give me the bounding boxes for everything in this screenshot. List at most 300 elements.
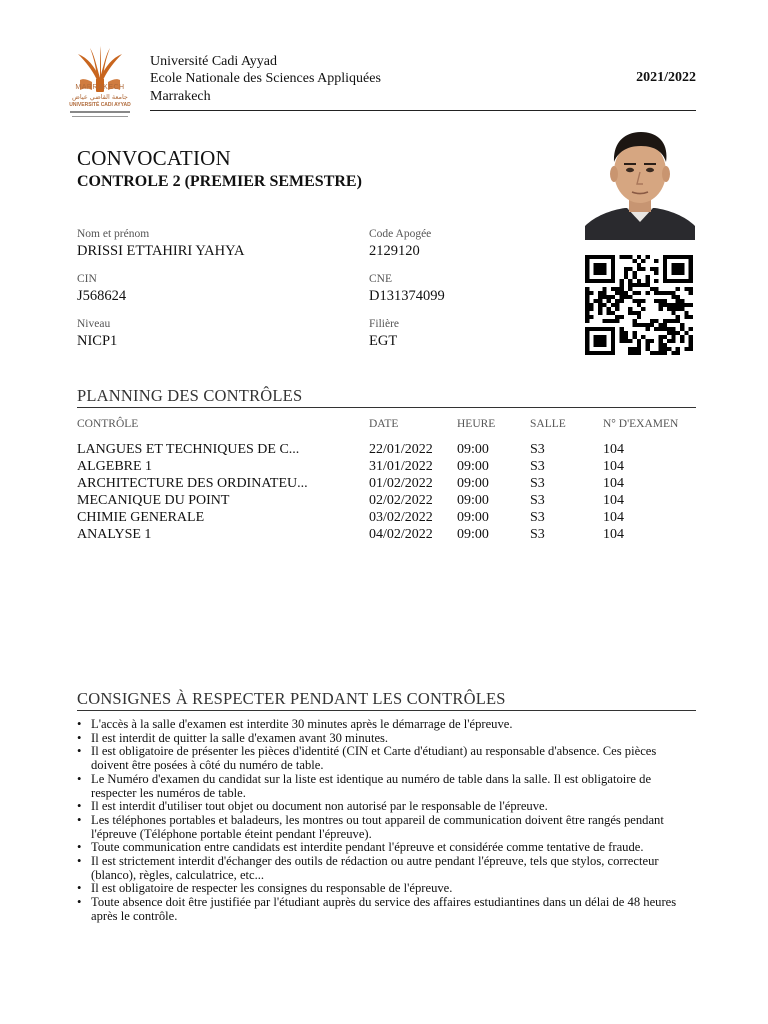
qr-module bbox=[663, 335, 667, 339]
qr-module bbox=[615, 315, 619, 319]
cell-heure: 09:00 bbox=[457, 510, 489, 525]
cell-salle: S3 bbox=[530, 493, 545, 508]
qr-module bbox=[684, 347, 688, 351]
qr-module bbox=[637, 351, 641, 355]
qr-module bbox=[680, 263, 684, 267]
table-row bbox=[0, 492, 768, 509]
qr-module bbox=[620, 331, 624, 335]
consigne-text: Il est strictement interdit d'échanger des outils de rédaction ou autre pendant l'épreuve, tels que stylos, correcteur (blanco), règles, calculatrice, etc... bbox=[91, 854, 659, 882]
qr-module bbox=[671, 267, 675, 271]
qr-module bbox=[620, 339, 624, 343]
planning-divider bbox=[77, 407, 696, 408]
qr-module bbox=[598, 327, 602, 331]
qr-module bbox=[594, 267, 598, 271]
qr-module bbox=[598, 311, 602, 315]
qr-module bbox=[602, 339, 606, 343]
header-divider bbox=[150, 110, 696, 111]
qr-module bbox=[641, 259, 645, 263]
col-header-date: DATE bbox=[369, 418, 399, 430]
qr-module bbox=[641, 335, 645, 339]
cell-controle: ANALYSE 1 bbox=[77, 527, 152, 542]
qr-module bbox=[602, 255, 606, 259]
qr-module bbox=[676, 351, 680, 355]
list-item bbox=[77, 800, 697, 814]
qr-module bbox=[654, 299, 658, 303]
cell-controle: LANGUES ET TECHNIQUES DE C... bbox=[77, 442, 300, 457]
qr-module bbox=[663, 267, 667, 271]
qr-module bbox=[650, 339, 654, 343]
qr-module bbox=[585, 275, 589, 279]
list-item bbox=[77, 745, 697, 772]
qr-module bbox=[650, 287, 654, 291]
qr-module bbox=[658, 335, 662, 339]
qr-module bbox=[594, 255, 598, 259]
qr-module bbox=[607, 307, 611, 311]
apogee-label: Code Apogée bbox=[369, 228, 432, 240]
qr-module bbox=[602, 263, 606, 267]
qr-module bbox=[628, 307, 632, 311]
qr-module bbox=[663, 323, 667, 327]
qr-module bbox=[611, 287, 615, 291]
qr-module bbox=[602, 319, 606, 323]
qr-module bbox=[663, 263, 667, 267]
qr-module bbox=[654, 259, 658, 263]
qr-module bbox=[598, 295, 602, 299]
qr-module bbox=[585, 331, 589, 335]
bullet-icon: • bbox=[77, 812, 82, 827]
qr-module bbox=[624, 275, 628, 279]
qr-module bbox=[671, 279, 675, 283]
cne-value: D131374099 bbox=[369, 288, 445, 304]
qr-module bbox=[689, 263, 693, 267]
qr-module bbox=[602, 327, 606, 331]
qr-module bbox=[620, 335, 624, 339]
qr-module bbox=[628, 287, 632, 291]
cell-heure: 09:00 bbox=[457, 442, 489, 457]
qr-module bbox=[585, 295, 589, 299]
qr-module bbox=[585, 263, 589, 267]
qr-module bbox=[611, 327, 615, 331]
qr-module bbox=[598, 335, 602, 339]
qr-module bbox=[624, 267, 628, 271]
qr-module bbox=[676, 347, 680, 351]
consigne-text: Il est interdit d'utiliser tout objet ou document non autorisé par le responsable de l'épreuve. bbox=[91, 799, 548, 814]
qr-module bbox=[684, 331, 688, 335]
qr-module bbox=[628, 255, 632, 259]
list-item bbox=[77, 855, 697, 882]
qr-module bbox=[589, 315, 593, 319]
qr-module bbox=[663, 299, 667, 303]
qr-module bbox=[658, 339, 662, 343]
qr-module bbox=[671, 351, 675, 355]
qr-module bbox=[680, 323, 684, 327]
consigne-text: Les téléphones portables et baladeurs, les montres ou tout appareil de communication doivent être rangés pendant l'épreuve (Téléphone portable éteint pendant l'épreuve). bbox=[91, 812, 664, 841]
qr-module bbox=[589, 255, 593, 259]
bullet-icon: • bbox=[77, 744, 82, 759]
qr-module bbox=[663, 291, 667, 295]
academic-year: 2021/2022 bbox=[636, 70, 696, 85]
bullet-icon: • bbox=[77, 730, 82, 745]
qr-module bbox=[628, 267, 632, 271]
table-row bbox=[0, 441, 768, 458]
qr-module bbox=[689, 339, 693, 343]
qr-module bbox=[633, 291, 637, 295]
cell-heure: 09:00 bbox=[457, 493, 489, 508]
qr-module bbox=[671, 263, 675, 267]
qr-module bbox=[624, 295, 628, 299]
consigne-text: Toute communication entre candidats est interdite pendant l'épreuve et considérée comme tentative de fraude. bbox=[91, 840, 644, 855]
qr-module bbox=[620, 287, 624, 291]
planning-title: PLANNING DES CONTRÔLES bbox=[77, 386, 303, 405]
qr-module bbox=[680, 267, 684, 271]
qr-module bbox=[602, 291, 606, 295]
qr-module bbox=[689, 275, 693, 279]
cell-heure: 09:00 bbox=[457, 527, 489, 542]
qr-module bbox=[684, 315, 688, 319]
qr-module bbox=[689, 255, 693, 259]
qr-module bbox=[645, 255, 649, 259]
qr-module bbox=[602, 351, 606, 355]
qr-module bbox=[645, 347, 649, 351]
qr-module bbox=[620, 299, 624, 303]
school-name: Ecole Nationale des Sciences Appliquées bbox=[150, 71, 381, 86]
qr-module bbox=[676, 307, 680, 311]
qr-module bbox=[650, 267, 654, 271]
qr-module bbox=[676, 319, 680, 323]
qr-module bbox=[620, 279, 624, 283]
qr-module bbox=[585, 299, 589, 303]
bullet-icon: • bbox=[77, 799, 82, 814]
qr-module bbox=[607, 295, 611, 299]
cell-exam-number: 104 bbox=[603, 527, 624, 542]
qr-module bbox=[624, 255, 628, 259]
qr-module bbox=[611, 319, 615, 323]
col-header-heure: HEURE bbox=[457, 418, 496, 430]
qr-module bbox=[611, 351, 615, 355]
list-item bbox=[77, 841, 697, 855]
consignes-list bbox=[77, 718, 697, 924]
qr-module bbox=[615, 307, 619, 311]
qr-module bbox=[689, 303, 693, 307]
qr-module bbox=[637, 347, 641, 351]
qr-module bbox=[585, 327, 589, 331]
qr-module bbox=[585, 287, 589, 291]
qr-module bbox=[637, 291, 641, 295]
qr-module bbox=[680, 255, 684, 259]
cell-date: 02/02/2022 bbox=[369, 493, 433, 508]
qr-module bbox=[658, 351, 662, 355]
cell-date: 03/02/2022 bbox=[369, 510, 433, 525]
qr-module bbox=[594, 351, 598, 355]
qr-module bbox=[602, 335, 606, 339]
qr-module bbox=[658, 327, 662, 331]
qr-module bbox=[667, 327, 671, 331]
consigne-text: Toute absence doit être justifiée par l'étudiant auprès du service des affaires estudiantines dans un délai de 48 heures après le contrôle. bbox=[91, 895, 677, 923]
bullet-icon: • bbox=[77, 771, 82, 786]
qr-module bbox=[633, 275, 637, 279]
qr-module bbox=[585, 319, 589, 323]
qr-module bbox=[663, 271, 667, 275]
bullet-icon: • bbox=[77, 895, 82, 910]
qr-module bbox=[598, 267, 602, 271]
qr-module bbox=[602, 271, 606, 275]
qr-module bbox=[585, 271, 589, 275]
list-item bbox=[77, 732, 697, 746]
qr-module bbox=[633, 271, 637, 275]
qr-module bbox=[602, 267, 606, 271]
qr-module bbox=[680, 279, 684, 283]
cell-heure: 09:00 bbox=[457, 476, 489, 491]
qr-module bbox=[676, 299, 680, 303]
level-value: NICP1 bbox=[77, 333, 118, 349]
cell-date: 31/01/2022 bbox=[369, 459, 433, 474]
qr-module bbox=[637, 279, 641, 283]
qr-module bbox=[637, 263, 641, 267]
qr-module bbox=[671, 331, 675, 335]
qr-module bbox=[585, 351, 589, 355]
qr-module bbox=[637, 303, 641, 307]
student-photo bbox=[585, 122, 695, 240]
apogee-value: 2129120 bbox=[369, 243, 420, 259]
qr-module bbox=[671, 311, 675, 315]
qr-module bbox=[689, 347, 693, 351]
qr-module bbox=[594, 335, 598, 339]
qr-module bbox=[602, 279, 606, 283]
qr-module bbox=[684, 303, 688, 307]
qr-module bbox=[637, 343, 641, 347]
cell-date: 01/02/2022 bbox=[369, 476, 433, 491]
qr-module bbox=[607, 279, 611, 283]
cell-exam-number: 104 bbox=[603, 510, 624, 525]
qr-module bbox=[611, 263, 615, 267]
col-header-salle: SALLE bbox=[530, 418, 566, 430]
qr-module bbox=[607, 311, 611, 315]
qr-module bbox=[611, 331, 615, 335]
qr-module bbox=[589, 291, 593, 295]
list-item bbox=[77, 896, 697, 923]
qr-module bbox=[667, 331, 671, 335]
qr-module bbox=[611, 303, 615, 307]
qr-module bbox=[658, 343, 662, 347]
qr-module bbox=[680, 307, 684, 311]
consigne-text: Il est obligatoire de respecter les consignes du responsable de l'épreuve. bbox=[91, 881, 453, 896]
qr-module bbox=[671, 339, 675, 343]
qr-module bbox=[615, 299, 619, 303]
qr-module bbox=[671, 319, 675, 323]
qr-module bbox=[598, 279, 602, 283]
qr-module bbox=[667, 347, 671, 351]
consigne-text: Il est interdit de quitter la salle d'examen avant 30 minutes. bbox=[91, 730, 389, 745]
qr-module bbox=[594, 279, 598, 283]
qr-module bbox=[676, 279, 680, 283]
qr-module bbox=[611, 347, 615, 351]
field-label: Filière bbox=[369, 318, 400, 330]
qr-module bbox=[611, 255, 615, 259]
qr-module bbox=[633, 351, 637, 355]
qr-module bbox=[633, 299, 637, 303]
qr-module bbox=[641, 299, 645, 303]
col-header-exam-number: N° D'EXAMEN bbox=[603, 418, 679, 430]
qr-module bbox=[654, 271, 658, 275]
qr-module bbox=[663, 279, 667, 283]
qr-module bbox=[680, 327, 684, 331]
qr-module bbox=[658, 307, 662, 311]
qr-module bbox=[637, 255, 641, 259]
qr-module bbox=[594, 263, 598, 267]
bullet-icon: • bbox=[77, 717, 82, 731]
qr-module bbox=[671, 335, 675, 339]
qr-module bbox=[598, 351, 602, 355]
qr-module bbox=[671, 255, 675, 259]
cin-value: J568624 bbox=[77, 288, 127, 304]
qr-module bbox=[598, 299, 602, 303]
table-row bbox=[0, 509, 768, 526]
qr-module bbox=[654, 287, 658, 291]
qr-module bbox=[667, 303, 671, 307]
qr-module bbox=[645, 291, 649, 295]
cell-date: 22/01/2022 bbox=[369, 442, 433, 457]
cell-exam-number: 104 bbox=[603, 476, 624, 491]
qr-module bbox=[684, 311, 688, 315]
qr-module bbox=[589, 307, 593, 311]
consigne-text: Le Numéro d'examen du candidat sur la liste est identique au numéro de table dans la salle. Il est obligatoire de respecter les numéros de table. bbox=[91, 771, 652, 800]
qr-module bbox=[654, 351, 658, 355]
qr-module bbox=[671, 291, 675, 295]
qr-module bbox=[641, 323, 645, 327]
qr-module bbox=[663, 327, 667, 331]
qr-module bbox=[624, 335, 628, 339]
table-row bbox=[0, 526, 768, 543]
qr-module bbox=[667, 319, 671, 323]
qr-module bbox=[667, 291, 671, 295]
qr-module bbox=[663, 255, 667, 259]
qr-module bbox=[633, 319, 637, 323]
cne-label: CNE bbox=[369, 273, 392, 285]
qr-module bbox=[589, 303, 593, 307]
qr-module bbox=[641, 307, 645, 311]
qr-module bbox=[607, 299, 611, 303]
qr-module bbox=[598, 263, 602, 267]
qr-module bbox=[663, 259, 667, 263]
cell-salle: S3 bbox=[530, 527, 545, 542]
qr-module bbox=[607, 319, 611, 323]
qr-module bbox=[598, 255, 602, 259]
qr-module bbox=[671, 271, 675, 275]
qr-module bbox=[594, 271, 598, 275]
qr-module bbox=[667, 339, 671, 343]
table-row bbox=[0, 475, 768, 492]
qr-module bbox=[594, 299, 598, 303]
qr-module bbox=[689, 271, 693, 275]
qr-module bbox=[611, 259, 615, 263]
qr-module bbox=[689, 291, 693, 295]
qr-module bbox=[689, 259, 693, 263]
qr-module bbox=[676, 263, 680, 267]
qr-module bbox=[585, 255, 589, 259]
list-item bbox=[77, 773, 697, 800]
qr-module bbox=[671, 295, 675, 299]
qr-module bbox=[641, 283, 645, 287]
qr-module bbox=[684, 255, 688, 259]
qr-module bbox=[624, 271, 628, 275]
city-name: Marrakech bbox=[150, 89, 211, 104]
cin-label: CIN bbox=[77, 273, 97, 285]
qr-module bbox=[671, 303, 675, 307]
qr-module bbox=[689, 279, 693, 283]
qr-module bbox=[607, 255, 611, 259]
cell-controle: CHIMIE GENERALE bbox=[77, 510, 205, 525]
qr-module bbox=[611, 335, 615, 339]
cell-salle: S3 bbox=[530, 476, 545, 491]
document-subtitle: CONTROLE 2 (PREMIER SEMESTRE) bbox=[77, 173, 362, 190]
logo-text-arabic: جامعة القاضي عياض bbox=[72, 93, 128, 101]
qr-module bbox=[676, 315, 680, 319]
qr-module bbox=[585, 347, 589, 351]
qr-module bbox=[598, 343, 602, 347]
list-item bbox=[77, 718, 697, 732]
qr-module bbox=[633, 347, 637, 351]
logo-text-bottom: UNIVERSITÉ CADI AYYAD bbox=[69, 102, 131, 108]
qr-module bbox=[602, 295, 606, 299]
qr-module bbox=[598, 291, 602, 295]
qr-module bbox=[671, 307, 675, 311]
qr-module bbox=[594, 327, 598, 331]
qr-module bbox=[611, 311, 615, 315]
qr-module bbox=[628, 295, 632, 299]
university-name: Université Cadi Ayyad bbox=[150, 54, 278, 69]
qr-module bbox=[585, 339, 589, 343]
qr-module bbox=[663, 343, 667, 347]
cell-salle: S3 bbox=[530, 442, 545, 457]
qr-module bbox=[628, 311, 632, 315]
qr-module bbox=[684, 279, 688, 283]
qr-module bbox=[676, 271, 680, 275]
list-item bbox=[77, 814, 697, 841]
qr-module bbox=[658, 303, 662, 307]
cell-salle: S3 bbox=[530, 459, 545, 474]
qr-module bbox=[585, 291, 589, 295]
col-header-controle: CONTRÔLE bbox=[77, 418, 139, 430]
qr-module bbox=[611, 275, 615, 279]
qr-module bbox=[637, 267, 641, 271]
qr-module bbox=[607, 351, 611, 355]
qr-module bbox=[689, 287, 693, 291]
qr-module bbox=[615, 291, 619, 295]
qr-module bbox=[585, 267, 589, 271]
qr-module bbox=[628, 279, 632, 283]
document-title: CONVOCATION bbox=[77, 146, 231, 170]
qr-module bbox=[620, 283, 624, 287]
qr-module bbox=[620, 291, 624, 295]
qr-module bbox=[589, 327, 593, 331]
table-row bbox=[0, 458, 768, 475]
qr-module bbox=[680, 335, 684, 339]
qr-module bbox=[689, 327, 693, 331]
qr-module bbox=[671, 327, 675, 331]
qr-module bbox=[637, 283, 641, 287]
qr-module bbox=[650, 319, 654, 323]
qr-module bbox=[633, 259, 637, 263]
qr-module bbox=[645, 327, 649, 331]
list-item bbox=[77, 882, 697, 896]
cell-date: 04/02/2022 bbox=[369, 527, 433, 542]
qr-module bbox=[637, 315, 641, 319]
qr-module bbox=[620, 295, 624, 299]
qr-code bbox=[585, 255, 693, 355]
qr-module bbox=[602, 303, 606, 307]
qr-module bbox=[676, 303, 680, 307]
qr-module bbox=[663, 275, 667, 279]
